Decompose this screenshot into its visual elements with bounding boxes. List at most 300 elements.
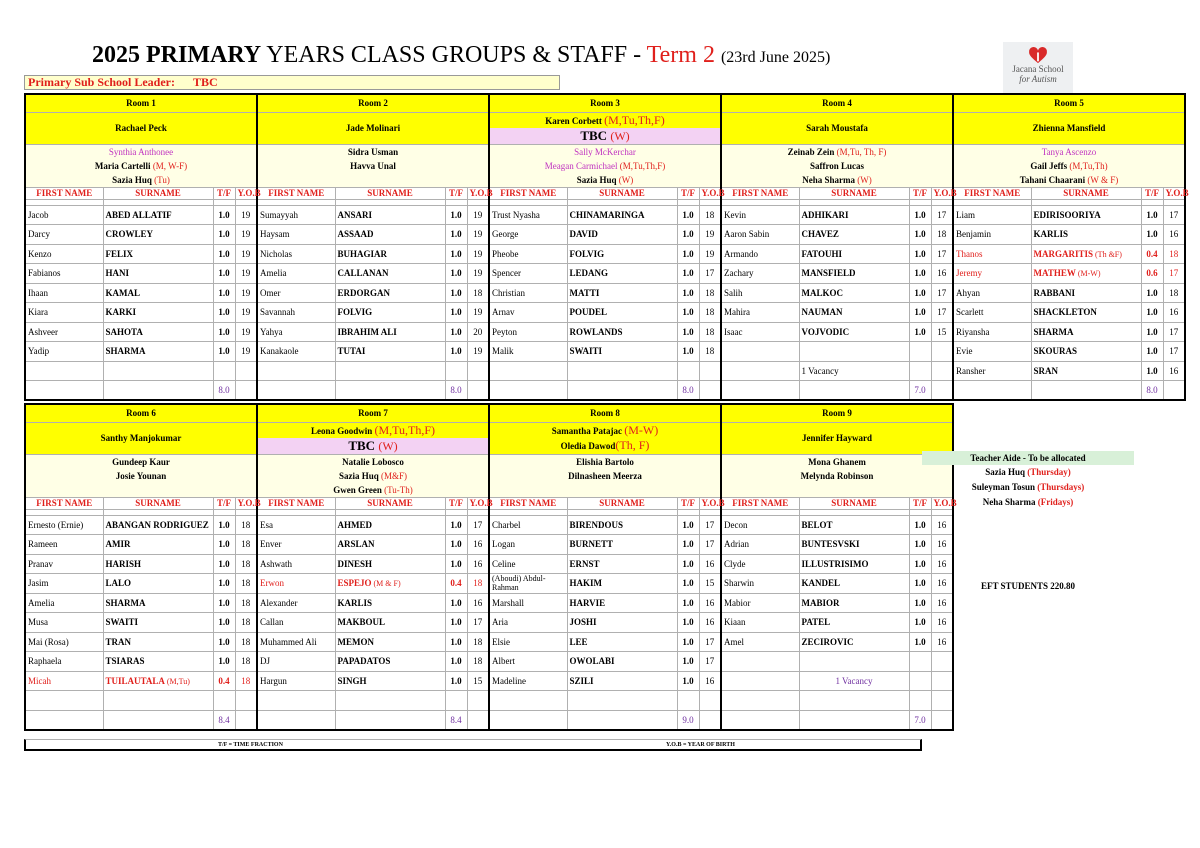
student-first-name: Aria [489, 613, 567, 633]
aide-name [724, 455, 950, 469]
student-yob: 16 [699, 671, 721, 691]
student-yob: 17 [931, 205, 953, 225]
student-first-name: George [489, 225, 567, 245]
student-first-name: Ahyan [953, 283, 1031, 303]
empty-cell [721, 671, 799, 691]
aide-days: (Tu) [154, 174, 170, 185]
page-title: 2025 PRIMARY YEARS CLASS GROUPS & STAFF - Term 2 (23rd June 2025) [92, 42, 831, 68]
teacher-name [489, 112, 721, 144]
student-yob: 19 [235, 244, 257, 264]
student-yob: 17 [1163, 322, 1185, 342]
student-first-name: Mahira [721, 303, 799, 323]
student-yob: 16 [931, 593, 953, 613]
aide-name [492, 159, 718, 173]
student-first-name: Decon [721, 515, 799, 535]
aide-days: (W & F) [1087, 174, 1119, 185]
teacher-name [721, 112, 953, 144]
col-header-first: FIRST NAME [953, 187, 1031, 199]
col-header-yob: Y.O.B [235, 187, 257, 199]
student-yob: 19 [467, 205, 489, 225]
aide-name [28, 455, 254, 469]
aide-name-text: Neha Sharma [802, 174, 855, 185]
student-tf: 1.0 [445, 671, 467, 691]
student-first-name: Elsie [489, 632, 567, 652]
col-header-first: FIRST NAME [25, 497, 103, 509]
student-tf: 1.0 [213, 554, 235, 574]
teacher-name [489, 422, 721, 454]
student-days: (M & F) [371, 579, 401, 589]
student-yob: 17 [931, 244, 953, 264]
student-surname: KARLIS [1031, 225, 1141, 245]
room-title: Room 5 [953, 94, 1185, 112]
teacher-name-text: Zhienna Mansfield [1032, 123, 1106, 133]
student-tf: 1.0 [213, 205, 235, 225]
teacher-days: (M-W) [624, 423, 659, 437]
student-tf: 1.0 [677, 632, 699, 652]
student-yob: 19 [235, 225, 257, 245]
student-yob: 19 [235, 303, 257, 323]
student-tf: 1.0 [677, 613, 699, 633]
student-surname: PATEL [799, 613, 909, 633]
student-surname: BUHAGIAR [335, 244, 445, 264]
student-surname: ABED ALLATIF [103, 205, 213, 225]
col-header-first: FIRST NAME [257, 497, 335, 509]
student-tf: 1.0 [445, 205, 467, 225]
empty-cell [799, 691, 909, 711]
empty-cell [213, 691, 235, 711]
student-yob: 18 [235, 574, 257, 594]
aide-list [489, 144, 721, 187]
student-first-name: Kiaan [721, 613, 799, 633]
empty-cell [257, 361, 335, 381]
student-tf: 1.0 [1141, 283, 1163, 303]
empty-cell [257, 691, 335, 711]
student-yob: 18 [467, 652, 489, 672]
student-yob: 16 [467, 554, 489, 574]
col-header-first: FIRST NAME [489, 187, 567, 199]
col-header-first: FIRST NAME [721, 497, 799, 509]
aide-name-text: Natalie Lobosco [342, 456, 404, 467]
teacher-line [258, 423, 488, 439]
teacher-line [492, 423, 718, 438]
room-total: 8.4 [445, 710, 467, 730]
student-tf: 1.0 [909, 632, 931, 652]
student-yob: 16 [931, 515, 953, 535]
student-first-name: Christian [489, 283, 567, 303]
aide-name-text: Mona Ghanem [808, 456, 866, 467]
col-header-yob: Y.O.B [699, 497, 721, 509]
student-tf: 0.4 [1141, 244, 1163, 264]
student-surname: SAHOTA [103, 322, 213, 342]
aide-list [721, 454, 953, 497]
student-surname: ROWLANDS [567, 322, 677, 342]
col-header-tf: T/F [909, 497, 931, 509]
logo-text-1: Jacana School [1012, 64, 1064, 74]
aide-name [724, 469, 950, 483]
legend-footer [24, 739, 922, 751]
student-surname: AHMED [335, 515, 445, 535]
col-header-yob: Y.O.B [931, 187, 953, 199]
student-yob: 16 [1163, 361, 1185, 381]
student-yob: 19 [235, 283, 257, 303]
student-surname: SHARMA [103, 593, 213, 613]
student-first-name: Isaac [721, 322, 799, 342]
student-first-name: Jeremy [953, 264, 1031, 284]
student-first-name: Jasim [25, 574, 103, 594]
aide-list [257, 454, 489, 497]
student-yob: 18 [699, 342, 721, 362]
col-header-tf: T/F [909, 187, 931, 199]
student-first-name: Ashwath [257, 554, 335, 574]
teacher-name [257, 112, 489, 144]
empty-cell [257, 381, 335, 401]
student-yob: 18 [699, 205, 721, 225]
empty-cell [335, 381, 445, 401]
empty-cell [677, 361, 699, 381]
empty-cell [25, 710, 103, 730]
room-total: 8.0 [445, 381, 467, 401]
student-tf: 1.0 [677, 342, 699, 362]
tbc-line [490, 128, 720, 144]
student-tf: 1.0 [909, 574, 931, 594]
student-surname: MEMON [335, 632, 445, 652]
student-surname: ASSAAD [335, 225, 445, 245]
student-tf: 1.0 [445, 264, 467, 284]
aide-days: (W) [618, 174, 634, 185]
empty-cell [489, 381, 567, 401]
aide-list [721, 144, 953, 187]
aide-name [28, 159, 254, 173]
aide-days: (M,Tu,Th,F) [619, 160, 666, 171]
empty-cell [235, 361, 257, 381]
aide-days: (M, W-F) [152, 160, 188, 171]
student-tf: 1.0 [213, 264, 235, 284]
student-first-name: Salih [721, 283, 799, 303]
student-yob: 16 [699, 554, 721, 574]
student-surname: NAUMAN [799, 303, 909, 323]
empty-cell [235, 381, 257, 401]
student-tf: 1.0 [213, 225, 235, 245]
aide-name [492, 455, 718, 469]
student-yob: 17 [699, 515, 721, 535]
student-surname: ANSARI [335, 205, 445, 225]
col-header-yob: Y.O.B [699, 187, 721, 199]
student-tf: 1.0 [445, 244, 467, 264]
student-yob: 16 [1163, 303, 1185, 323]
student-tf: 1.0 [909, 535, 931, 555]
student-tf: 1.0 [677, 244, 699, 264]
student-first-name: Armando [721, 244, 799, 264]
student-first-name: Yadip [25, 342, 103, 362]
student-yob: 16 [1163, 225, 1185, 245]
empty-cell [953, 381, 1031, 401]
student-yob: 20 [467, 322, 489, 342]
student-yob: 18 [1163, 244, 1185, 264]
empty-cell [489, 691, 567, 711]
student-days: (M,Tu) [164, 676, 190, 686]
student-tf: 1.0 [445, 283, 467, 303]
student-surname: TSIARAS [103, 652, 213, 672]
student-first-name: Albert [489, 652, 567, 672]
student-surname: FOLVIG [335, 303, 445, 323]
student-yob: 19 [467, 342, 489, 362]
student-first-name: Riyansha [953, 322, 1031, 342]
student-first-name: Fabianos [25, 264, 103, 284]
student-tf: 1.0 [213, 535, 235, 555]
aide-allocation-line-1: Sazia Huq (Thursday) [985, 467, 1071, 477]
student-yob: 17 [931, 283, 953, 303]
student-tf: 1.0 [909, 264, 931, 284]
aide-allocation-line-2: Suleyman Tosun (Thursdays) [971, 482, 1085, 492]
student-tf: 0.4 [445, 574, 467, 594]
student-first-name: Esa [257, 515, 335, 535]
student-tf: 1.0 [677, 303, 699, 323]
aide-name-text: Gwen Green [333, 484, 382, 495]
empty-cell [909, 671, 931, 691]
student-tf: 1.0 [213, 632, 235, 652]
student-yob: 17 [467, 515, 489, 535]
empty-cell [489, 361, 567, 381]
student-first-name: Sumayyah [257, 205, 335, 225]
teacher-name [25, 112, 257, 144]
student-first-name: Amelia [25, 593, 103, 613]
student-surname: MATHEW (M-W) [1031, 264, 1141, 284]
room-title: Room 7 [257, 404, 489, 422]
student-tf: 1.0 [909, 593, 931, 613]
student-yob: 15 [699, 574, 721, 594]
student-first-name: Darcy [25, 225, 103, 245]
student-yob: 16 [931, 574, 953, 594]
student-first-name: Raphaela [25, 652, 103, 672]
student-first-name: Marshall [489, 593, 567, 613]
aide-name [724, 173, 950, 187]
teacher-name [721, 422, 953, 454]
aide-name [260, 455, 486, 469]
aide-name-text: Sidra Usman [347, 146, 399, 157]
student-first-name: Amel [721, 632, 799, 652]
student-yob: 18 [699, 303, 721, 323]
student-yob: 16 [931, 554, 953, 574]
student-surname: FELIX [103, 244, 213, 264]
aide-name [260, 159, 486, 173]
student-first-name: Thanos [953, 244, 1031, 264]
empty-cell [931, 710, 953, 730]
student-yob: 17 [699, 264, 721, 284]
student-yob: 16 [931, 613, 953, 633]
aide-name [492, 173, 718, 187]
room-title: Room 9 [721, 404, 953, 422]
empty-cell [909, 361, 931, 381]
aide-allocation-header: Teacher Aide - To be allocated [922, 451, 1134, 465]
aide-list [953, 144, 1185, 187]
student-yob: 17 [467, 613, 489, 633]
aide-name-text: Synthia Anthonee [108, 146, 174, 157]
empty-cell [489, 710, 567, 730]
vacancy-label: 1 Vacancy [799, 361, 909, 381]
empty-cell [931, 342, 953, 362]
student-first-name: Yahya [257, 322, 335, 342]
student-tf: 1.0 [677, 225, 699, 245]
student-first-name: Omer [257, 283, 335, 303]
student-first-name: Alexander [257, 593, 335, 613]
student-tf: 1.0 [213, 303, 235, 323]
empty-cell [467, 691, 489, 711]
student-surname: BUNTESVSKI [799, 535, 909, 555]
heart-logo-icon [1029, 48, 1047, 64]
student-first-name: Hargun [257, 671, 335, 691]
student-tf: 0.4 [213, 671, 235, 691]
student-surname: HARVIE [567, 593, 677, 613]
student-tf: 1.0 [1141, 322, 1163, 342]
col-header-yob: Y.O.B [931, 497, 953, 509]
student-yob: 16 [699, 613, 721, 633]
aide-name [956, 145, 1182, 159]
teacher-line-2 [492, 438, 718, 453]
student-days: (M-W) [1075, 269, 1101, 279]
student-yob: 19 [699, 244, 721, 264]
student-tf: 1.0 [677, 593, 699, 613]
empty-cell [1031, 381, 1141, 401]
student-surname: ARSLAN [335, 535, 445, 555]
aide-days: (W) [857, 174, 872, 185]
student-yob: 19 [699, 225, 721, 245]
student-surname: HAKIM [567, 574, 677, 594]
student-surname: TUTAI [335, 342, 445, 362]
col-header-surname: SURNAME [799, 497, 909, 509]
student-first-name: Erwon [257, 574, 335, 594]
student-surname: DAVID [567, 225, 677, 245]
room-total: 8.0 [213, 381, 235, 401]
student-surname: LEE [567, 632, 677, 652]
student-surname: OWOLABI [567, 652, 677, 672]
empty-cell [25, 381, 103, 401]
empty-cell [699, 361, 721, 381]
aide-name-text: Saffron Lucas [809, 160, 865, 171]
student-tf: 1.0 [213, 515, 235, 535]
empty-cell [25, 691, 103, 711]
student-yob: 19 [467, 303, 489, 323]
room-total: 8.0 [1141, 381, 1163, 401]
empty-cell [909, 691, 931, 711]
student-tf: 1.0 [909, 244, 931, 264]
student-yob: 18 [235, 613, 257, 633]
student-first-name: Rameen [25, 535, 103, 555]
student-first-name: Sharwin [721, 574, 799, 594]
student-tf: 1.0 [1141, 361, 1163, 381]
student-yob: 18 [235, 632, 257, 652]
student-first-name: Amelia [257, 264, 335, 284]
student-surname: MANSFIELD [799, 264, 909, 284]
student-surname: BURNETT [567, 535, 677, 555]
student-first-name: Savannah [257, 303, 335, 323]
aide-allocation-line-3: Neha Sharma (Fridays) [982, 497, 1074, 507]
student-tf: 1.0 [213, 652, 235, 672]
col-header-yob: Y.O.B [235, 497, 257, 509]
student-yob: 16 [931, 632, 953, 652]
student-surname: MARGARITIS (Th &F) [1031, 244, 1141, 264]
student-surname: ZECIROVIC [799, 632, 909, 652]
student-surname: ABANGAN RODRIGUEZ [103, 515, 213, 535]
student-tf: 1.0 [213, 342, 235, 362]
empty-cell [335, 710, 445, 730]
student-yob: 18 [467, 632, 489, 652]
student-yob: 15 [467, 671, 489, 691]
student-yob: 17 [699, 535, 721, 555]
aide-name-text: Dilnasheen Meerza [568, 470, 642, 481]
aide-name [492, 145, 718, 159]
aide-name-text: Zeinab Zein [787, 146, 835, 157]
student-surname: SWAITI [103, 613, 213, 633]
empty-cell [799, 381, 909, 401]
tf-legend: T/F = TIME FRACTION [218, 742, 283, 748]
student-tf: 1.0 [213, 574, 235, 594]
student-tf: 1.0 [213, 613, 235, 633]
empty-cell [931, 691, 953, 711]
col-header-first: FIRST NAME [489, 497, 567, 509]
empty-cell [721, 652, 799, 672]
student-yob: 19 [467, 244, 489, 264]
student-surname: SZILI [567, 671, 677, 691]
aide-name-text: Gail Jeffs [1030, 160, 1068, 171]
student-tf: 1.0 [445, 225, 467, 245]
student-surname: MALKOC [799, 283, 909, 303]
teacher-name [257, 422, 489, 454]
empty-cell [25, 361, 103, 381]
student-yob: 19 [235, 322, 257, 342]
aide-name-text: Sally McKerchar [574, 146, 636, 157]
col-header-yob: Y.O.B [1163, 187, 1185, 199]
col-header-surname: SURNAME [335, 497, 445, 509]
col-header-first: FIRST NAME [257, 187, 335, 199]
student-first-name: Jacob [25, 205, 103, 225]
student-tf: 1.0 [909, 303, 931, 323]
teacher-name-text: Oledia Dawod [560, 441, 616, 451]
student-surname: ERNST [567, 554, 677, 574]
empty-cell [909, 342, 931, 362]
aide-name-text: Havva Unal [350, 160, 396, 171]
empty-cell [721, 361, 799, 381]
student-tf: 1.0 [909, 515, 931, 535]
student-surname: PAPADATOS [335, 652, 445, 672]
teacher-name [25, 422, 257, 454]
student-tf: 1.0 [909, 205, 931, 225]
student-yob: 18 [1163, 283, 1185, 303]
student-first-name: Muhammed Ali [257, 632, 335, 652]
student-first-name: Benjamin [953, 225, 1031, 245]
student-first-name: Musa [25, 613, 103, 633]
empty-cell [213, 361, 235, 381]
room-total: 7.0 [909, 381, 931, 401]
aide-days: (M,Tu, Th, F) [836, 146, 887, 157]
student-yob: 18 [235, 593, 257, 613]
student-surname: CALLANAN [335, 264, 445, 284]
room-title: Room 2 [257, 94, 489, 112]
tbc-days: (W) [378, 439, 398, 453]
aide-name [724, 145, 950, 159]
student-first-name: Kiara [25, 303, 103, 323]
student-surname: EDIRISOORIYA [1031, 205, 1141, 225]
room-total: 8.0 [677, 381, 699, 401]
col-header-first: FIRST NAME [25, 187, 103, 199]
student-tf: 1.0 [1141, 342, 1163, 362]
student-surname: BIRENDOUS [567, 515, 677, 535]
empty-cell [1163, 381, 1185, 401]
student-tf: 1.0 [445, 593, 467, 613]
empty-cell [103, 710, 213, 730]
empty-cell [721, 691, 799, 711]
student-tf: 1.0 [445, 322, 467, 342]
aide-name-text: Meagan Carmichael [544, 160, 618, 171]
